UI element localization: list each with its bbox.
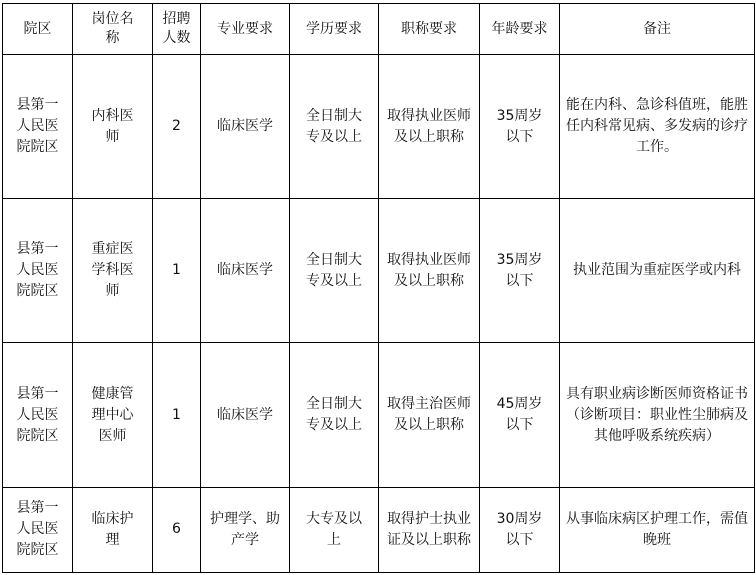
cell-age: 35周岁以下 [480, 199, 560, 343]
cell-title: 取得执业医师及以上职称 [379, 199, 480, 343]
header-major: 专业要求 [201, 4, 290, 55]
cell-major: 护理学、助产学 [201, 487, 290, 572]
cell-education: 全日制大专及以上 [290, 55, 379, 199]
cell-education: 全日制大专及以上 [290, 343, 379, 487]
cell-district: 县第一人民医院院区 [3, 199, 73, 343]
table-header [3, 4, 755, 55]
cell-major: 临床医学 [201, 55, 290, 199]
cell-education: 大专及以上 [290, 487, 379, 572]
header-title: 职称要求 [379, 4, 480, 55]
table-row [3, 487, 755, 572]
cell-district: 县第一人民医院院区 [3, 55, 73, 199]
cell-position: 健康管理中心医师 [73, 343, 153, 487]
header-position: 岗位名称 [73, 4, 153, 55]
table-row [3, 343, 755, 487]
cell-age: 35周岁以下 [480, 55, 560, 199]
cell-count: 1 [153, 199, 201, 343]
cell-title: 取得护士执业证及以上职称 [379, 487, 480, 572]
cell-position: 临床护理 [73, 487, 153, 572]
table-row [3, 199, 755, 343]
cell-position: 重症医学科医师 [73, 199, 153, 343]
cell-district: 县第一人民医院院区 [3, 487, 73, 572]
recruitment-table [2, 3, 755, 573]
table-body [3, 55, 755, 573]
cell-remark: 从事临床病区护理工作，需值晚班 [560, 487, 755, 572]
cell-remark: 具有职业病诊断医师资格证书（诊断项目：职业性尘肺病及其他呼吸系统疾病） [560, 343, 755, 487]
header-remark: 备注 [560, 4, 755, 55]
cell-major: 临床医学 [201, 343, 290, 487]
header-education: 学历要求 [290, 4, 379, 55]
cell-count: 1 [153, 343, 201, 487]
cell-remark: 能在内科、急诊科值班，能胜任内科常见病、多发病的诊疗工作。 [560, 55, 755, 199]
cell-education: 全日制大专及以上 [290, 199, 379, 343]
cell-position: 内科医师 [73, 55, 153, 199]
cell-count: 6 [153, 487, 201, 572]
cell-age: 45周岁以下 [480, 343, 560, 487]
cell-count: 2 [153, 55, 201, 199]
cell-title: 取得执业医师及以上职称 [379, 55, 480, 199]
cell-major: 临床医学 [201, 199, 290, 343]
table-row [3, 55, 755, 199]
header-row [3, 4, 755, 55]
cell-district: 县第一人民医院院区 [3, 343, 73, 487]
header-count: 招聘人数 [153, 4, 201, 55]
header-district: 院区 [3, 4, 73, 55]
cell-age: 30周岁以下 [480, 487, 560, 572]
cell-title: 取得主治医师及以上职称 [379, 343, 480, 487]
header-age: 年龄要求 [480, 4, 560, 55]
cell-remark: 执业范围为重症医学或内科 [560, 199, 755, 343]
